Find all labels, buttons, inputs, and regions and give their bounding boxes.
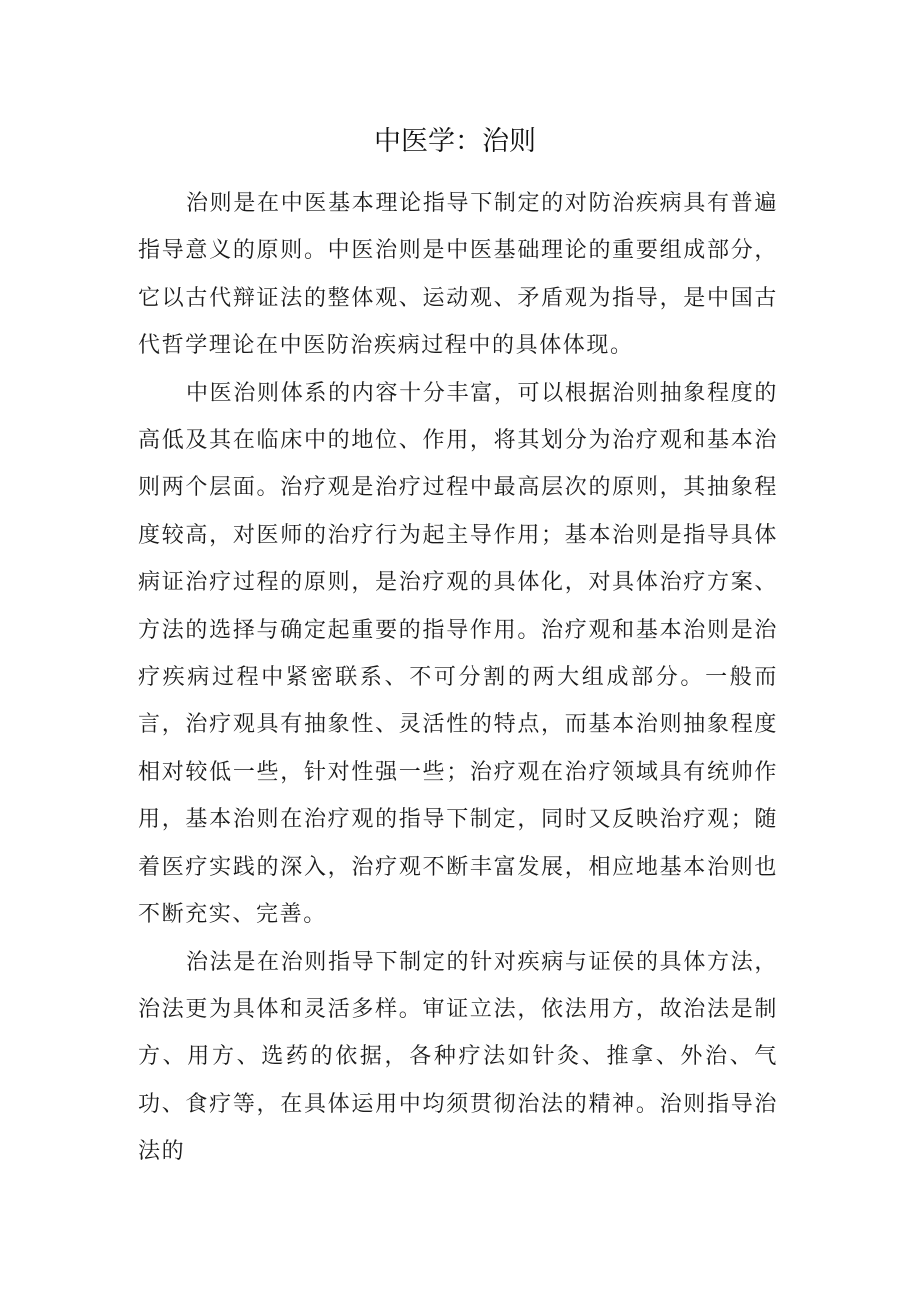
document-title: 中医学：治则 (374, 126, 536, 157)
paragraph-3: 治法是在治则指导下制定的针对疾病与证侯的具体方法，治法更为具体和灵活多样。审证立法，依法用方，故治法是制方、用方、选药的依据，各种疗法如针灸、推拿、外治、气功、食疗等，在具体运用中均须贯彻治法的精神。治则指导治法的 (138, 949, 778, 1165)
paragraph-1: 治则是在中医基本理论指导下制定的对防治疾病具有普遍指导意义的原则。中医治则是中医基础理论的重要组成部分，它以古代辩证法的整体观、运动观、矛盾观为指导，是中国古代哲学理论在中医防治疾病过程中的具体体现。 (138, 191, 778, 359)
paragraph-2: 中医治则体系的内容十分丰富，可以根据治则抽象程度的高低及其在临床中的地位、作用，将其划分为治疗观和基本治则两个层面。治疗观是治疗过程中最高层次的原则，其抽象程度较高，对医师的治疗行为起主导作用；基本治则是指导具体病证治疗过程的原则，是治疗观的具体化，对具体治疗方案、方法的选择与确定起重要的指导作用。治疗观和基本治则是治疗疾病过程中紧密联系、不可分割的两大组成部分。一般而言，治疗观具有抽象性、灵活性的特点，而基本治则抽象程度相对较低一些，针对性强一些；治疗观在治疗领域具有统帅作用，基本治则在治疗观的指导下制定，同时又反映治疗观；随着医疗实践的深入，治疗观不断丰富发展，相应地基本治则也不断充实、完善。 (138, 380, 778, 928)
document-body (138, 180, 778, 1176)
